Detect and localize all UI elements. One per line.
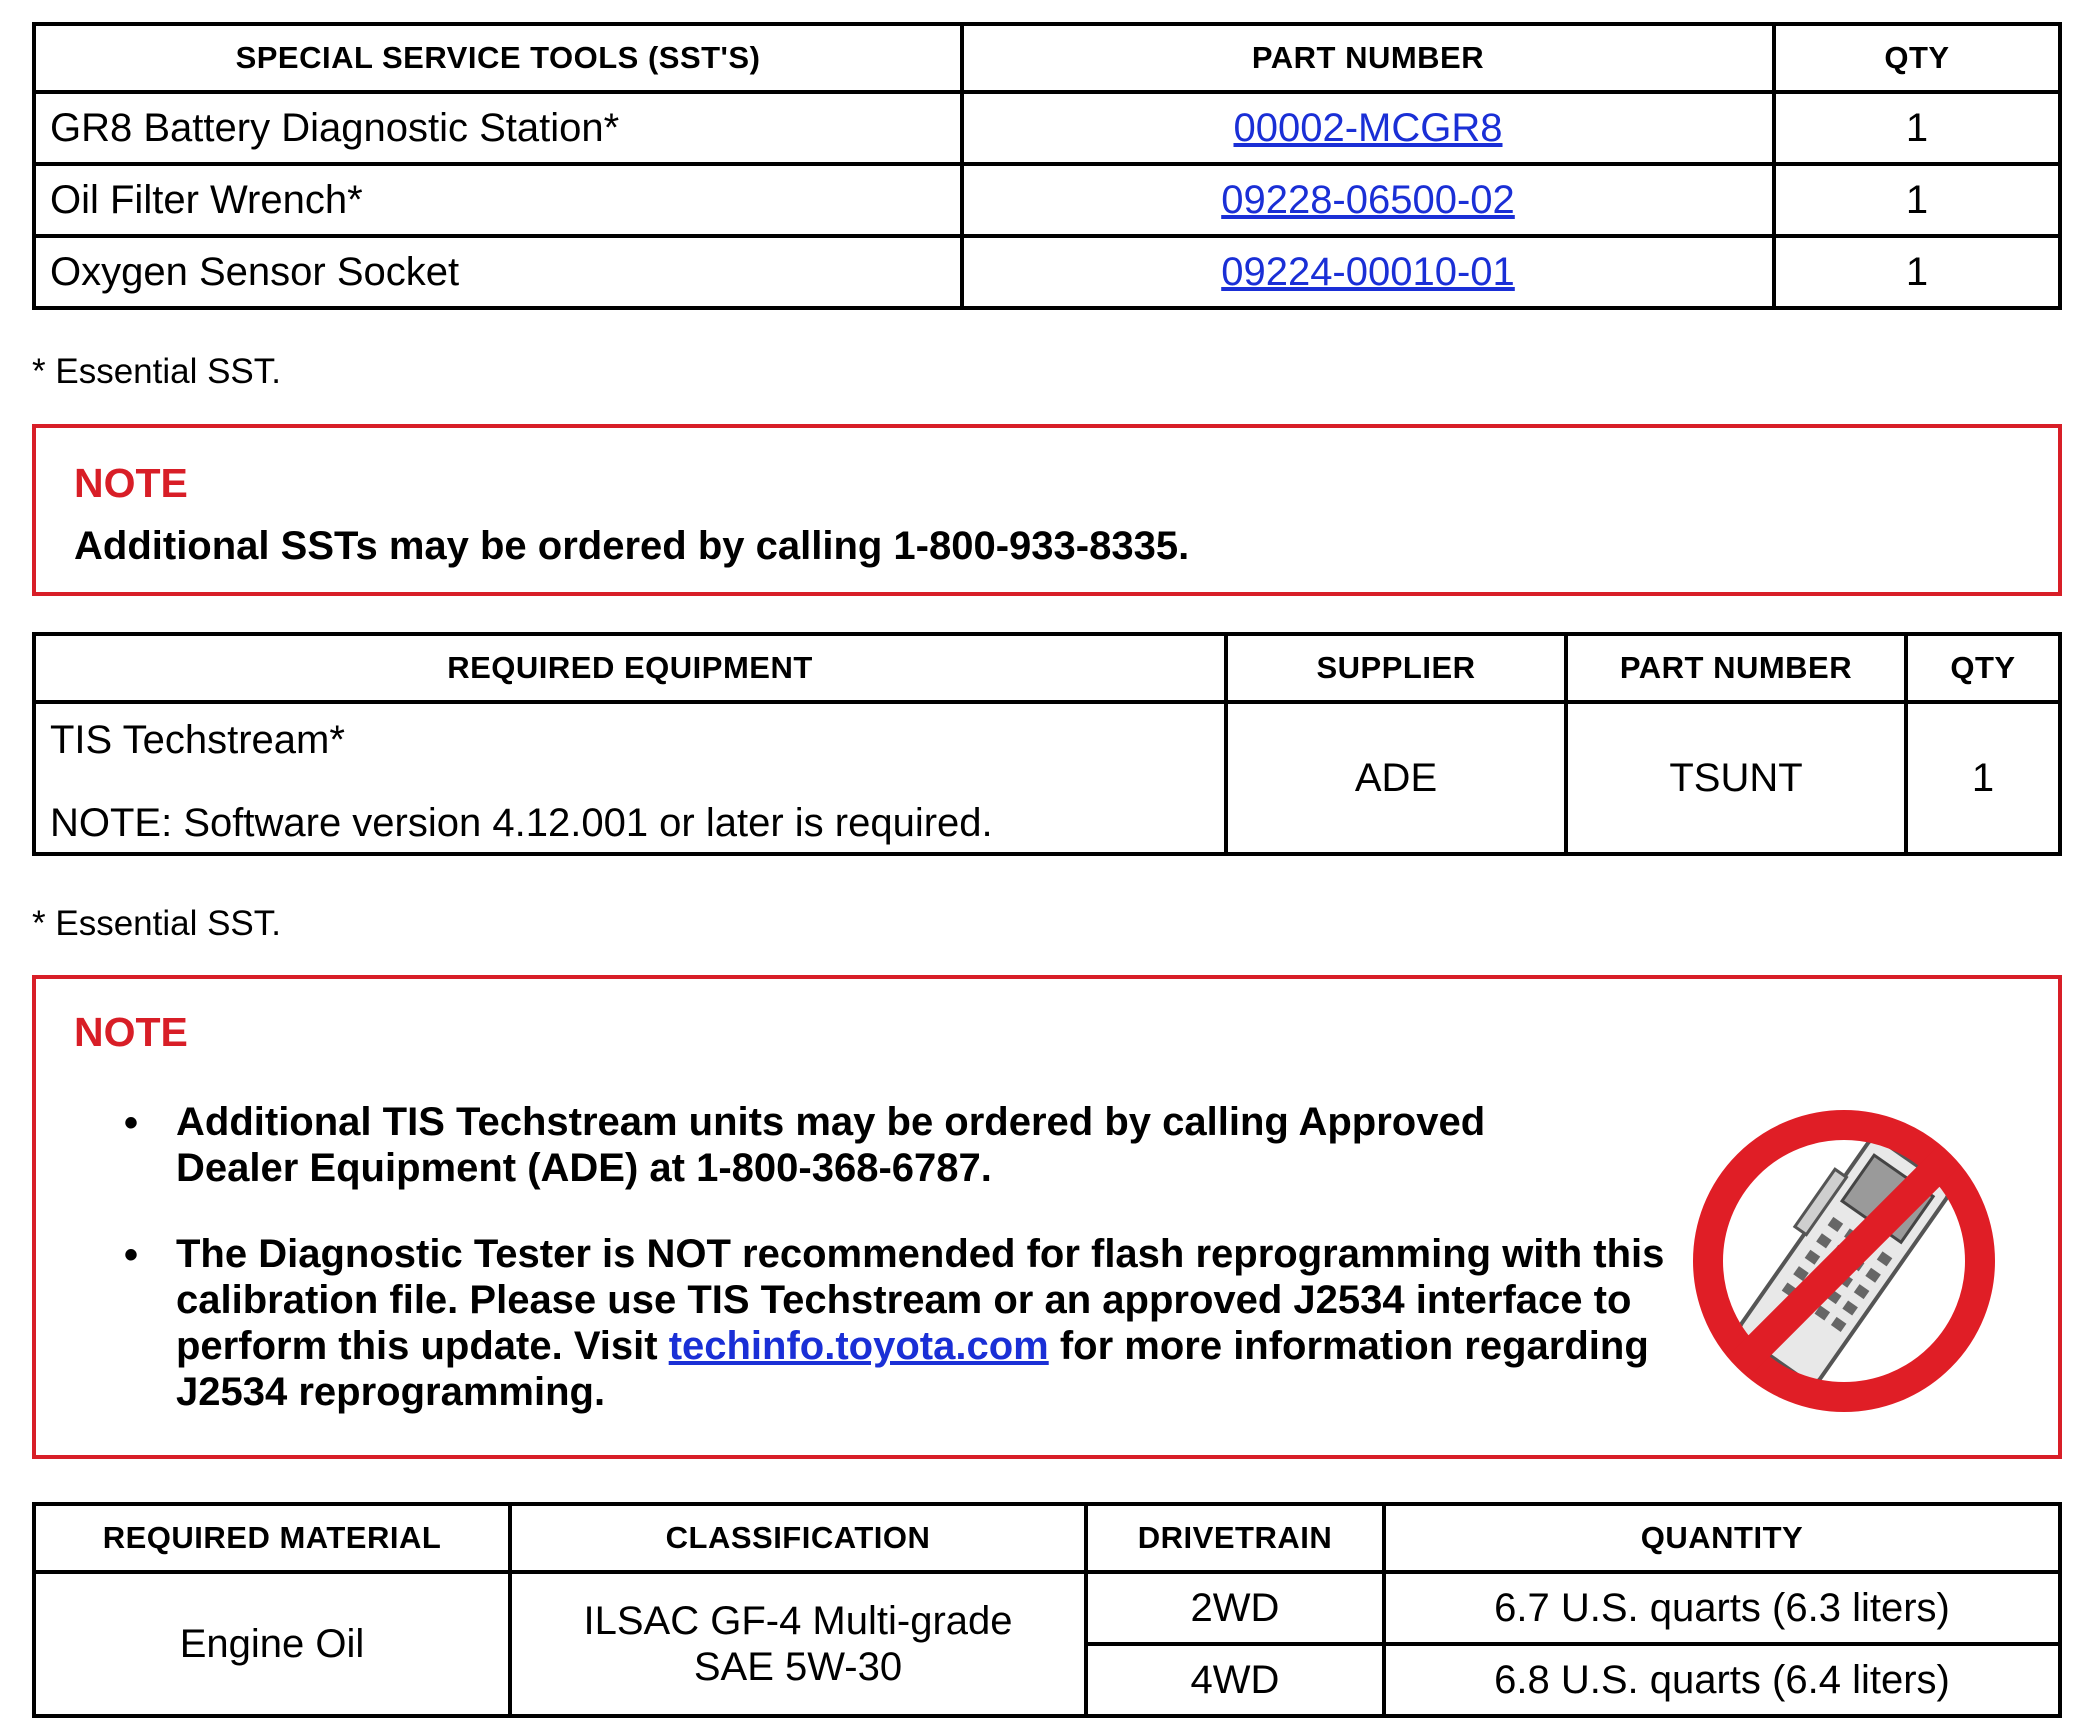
table-row [34, 702, 2060, 854]
table-row [34, 92, 2060, 164]
bullet-text: The Diagnostic Tester is NOT recommended for flash reprogramming with this calibration file. Please use TIS Techstream or an approved J2534 interface to perform this update. Visit [176, 1232, 1665, 1368]
bullet-text: for more information regarding J2534 reprogramming. [176, 1324, 1649, 1414]
quantity-value: 6.8 U.S. quarts (6.4 liters) [1384, 1644, 2060, 1716]
classification-line: ILSAC GF-4 Multi-grade [583, 1599, 1013, 1643]
note-bullet-diagnostic-tester [176, 1231, 1666, 1415]
note-box-sst [32, 424, 2062, 596]
quantity-value: 6.7 U.S. quarts (6.3 liters) [1384, 1572, 2060, 1644]
bullet-dot: • [124, 1233, 139, 1277]
equipment-header: REQUIRED EQUIPMENT [34, 634, 1226, 702]
techinfo-link[interactable]: techinfo.toyota.com [668, 1324, 1049, 1368]
sst-qty: 1 [1774, 92, 2060, 164]
part-number-value: TSUNT [1566, 702, 1906, 854]
no-diagnostic-tester-icon [1684, 1101, 2004, 1421]
equipment-note: NOTE: Software version 4.12.001 or later is required. [50, 801, 993, 845]
part-number-link[interactable]: 09224-00010-01 [1221, 249, 1515, 294]
note-box-techstream [32, 975, 2062, 1459]
note-title: NOTE [74, 1009, 188, 1055]
note-title: NOTE [74, 460, 188, 506]
supplier-value: ADE [1226, 702, 1566, 854]
supplier-header: SUPPLIER [1226, 634, 1566, 702]
classification-header: CLASSIFICATION [510, 1504, 1086, 1572]
material-header: REQUIRED MATERIAL [34, 1504, 510, 1572]
table-row [34, 164, 2060, 236]
table-row [34, 1572, 2060, 1644]
sst-qty: 1 [1774, 164, 2060, 236]
sst-tool-name: GR8 Battery Diagnostic Station* [34, 92, 962, 164]
qty-value: 1 [1906, 702, 2060, 854]
part-number-header: PART NUMBER [1566, 634, 1906, 702]
table-row [34, 236, 2060, 308]
qty-header: QTY [1906, 634, 2060, 702]
drivetrain-header: DRIVETRAIN [1086, 1504, 1384, 1572]
classification-line: SAE 5W-30 [693, 1645, 903, 1689]
footnote-essential-sst: * Essential SST. [32, 904, 281, 943]
part-number-link[interactable]: 00002-MCGR8 [1233, 105, 1503, 150]
sst-tool-name: Oil Filter Wrench* [34, 164, 962, 236]
equipment-table [32, 632, 2062, 856]
part-number-link[interactable]: 09228-06500-02 [1221, 177, 1515, 222]
sst-tool-name: Oxygen Sensor Socket [34, 236, 962, 308]
footnote-essential-sst: * Essential SST. [32, 352, 281, 391]
sst-header-qty: QTY [1774, 24, 2060, 92]
sst-header-tool: SPECIAL SERVICE TOOLS (SST'S) [34, 24, 962, 92]
material-name: Engine Oil [34, 1572, 510, 1716]
sst-qty: 1 [1774, 236, 2060, 308]
sst-table [32, 22, 2062, 310]
note-bullet-order-units: Additional TIS Techstream units may be ordered by calling Approved Dealer Equipment (ADE) at 1-800-368-6787. [176, 1100, 1486, 1190]
material-table [32, 1502, 2062, 1718]
drivetrain-value: 4WD [1086, 1644, 1384, 1716]
equipment-name: TIS Techstream* [50, 718, 345, 762]
sst-header-part: PART NUMBER [962, 24, 1774, 92]
note-text: Additional SSTs may be ordered by calling 1-800-933-8335. [74, 524, 1190, 568]
quantity-header: QUANTITY [1384, 1504, 2060, 1572]
bullet-dot: • [124, 1101, 139, 1145]
drivetrain-value: 2WD [1086, 1572, 1384, 1644]
